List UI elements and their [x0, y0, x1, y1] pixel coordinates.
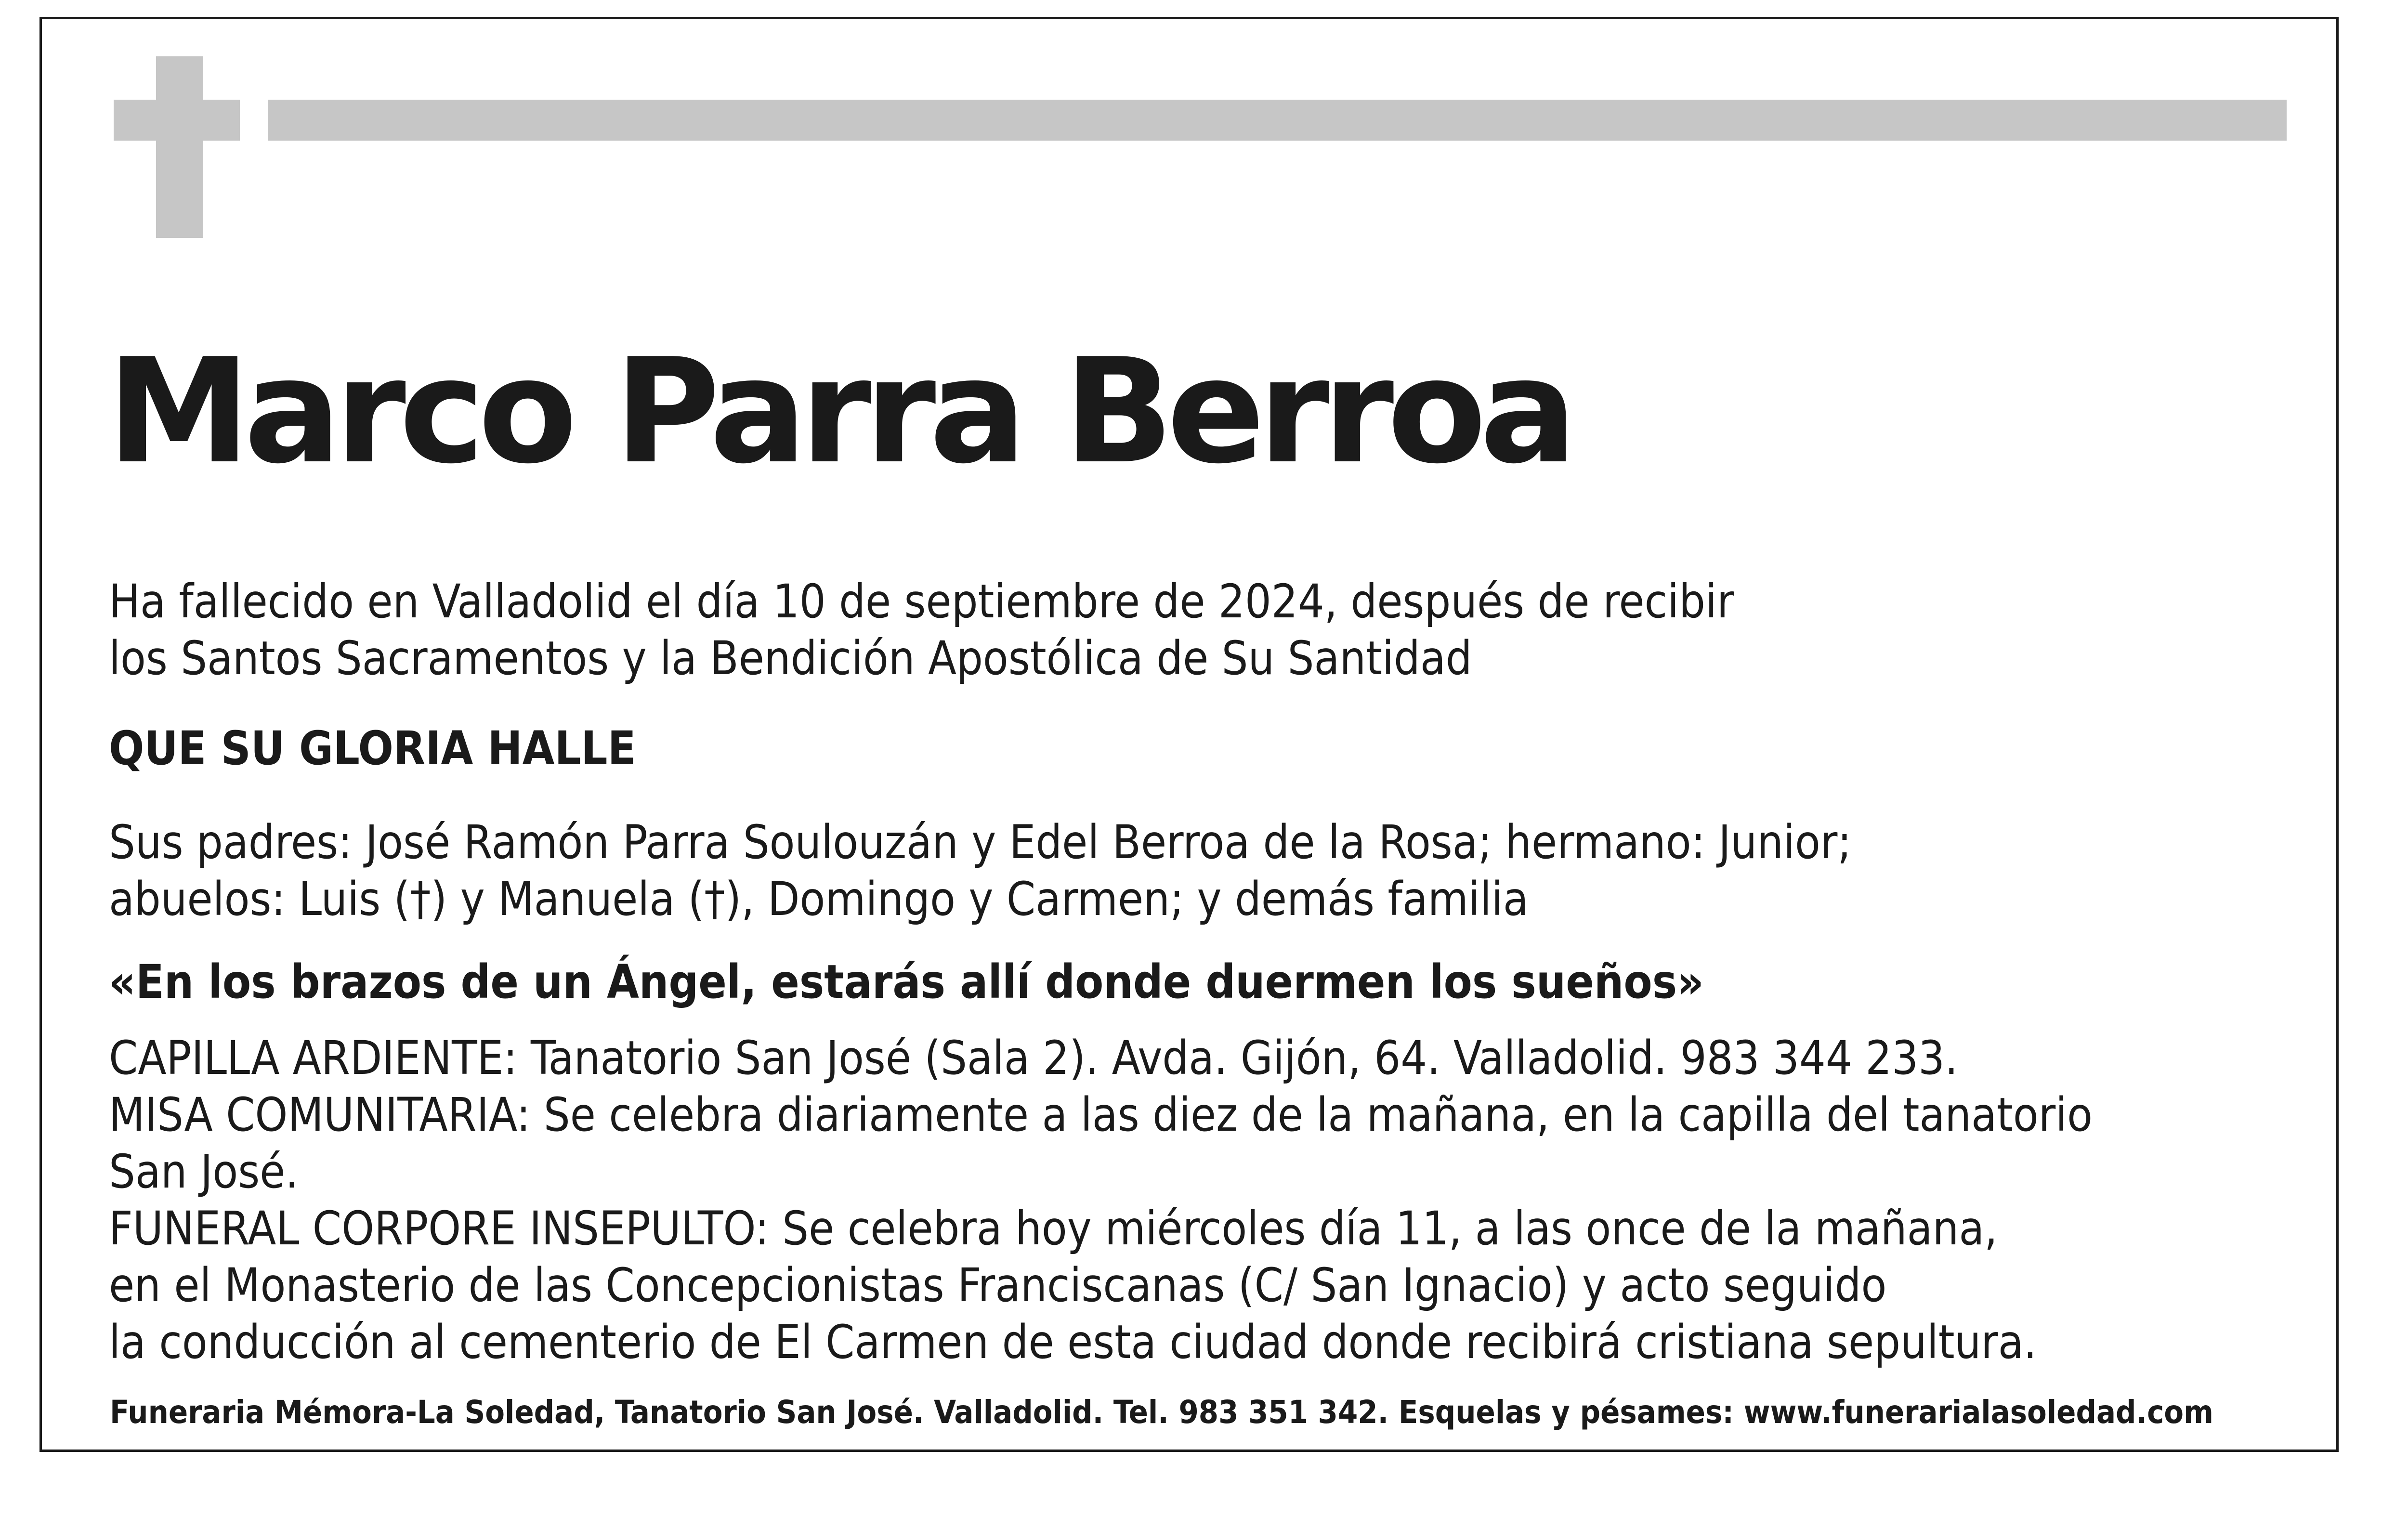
family-line: Sus padres: José Ramón Parra Soulouzán y Edel Berroa de la Rosa; hermano: Junior; — [109, 815, 1852, 869]
service-line: CAPILLA ARDIENTE: Tanatorio San José (Sala 2). Avda. Gijón, 64. Valladolid. 983 344 233. — [109, 1031, 1958, 1085]
memorial-quote: «En los brazos de un Ángel, estarás allí donde duermen los sueños» — [109, 955, 1704, 1009]
service-line: MISA COMUNITARIA: Se celebra diariamente a las diez de la mañana, en la capilla del tanatorio — [109, 1088, 2093, 1142]
family-line: abuelos: Luis (†) y Manuela (†), Domingo y Carmen; y demás familia — [109, 872, 1529, 926]
cross-icon — [156, 56, 203, 238]
service-line: San José. — [109, 1145, 299, 1199]
service-line: la conducción al cementerio de El Carmen de esta ciudad donde recibirá cristiana sepultura. — [109, 1315, 2037, 1369]
death-line: Ha fallecido en Valladolid el día 10 de septiembre de 2024, después de recibir — [109, 575, 1734, 628]
service-line: FUNERAL CORPORE INSEPULTO: Se celebra hoy miércoles día 11, a las once de la mañana, — [109, 1202, 1998, 1255]
cross-icon-arm — [114, 100, 240, 141]
motto: QUE SU GLORIA HALLE — [109, 721, 636, 775]
family-list — [109, 814, 1851, 927]
service-details — [109, 1030, 2093, 1371]
header-rule — [268, 100, 2287, 141]
deceased-name: Marco Parra Berroa — [107, 327, 1570, 496]
death-line: los Santos Sacramentos y la Bendición Apostólica de Su Santidad — [109, 631, 1472, 685]
funeral-home-footer: Funeraria Mémora-La Soledad, Tanatorio San José. Valladolid. Tel. 983 351 342. Esquelas y pésames: www.funerarialasoledad.com — [110, 1394, 2213, 1431]
service-line: en el Monasterio de las Concepcionistas Franciscanas (C/ San Ignacio) y acto seguido — [109, 1258, 1887, 1312]
death-announcement — [109, 573, 1734, 687]
